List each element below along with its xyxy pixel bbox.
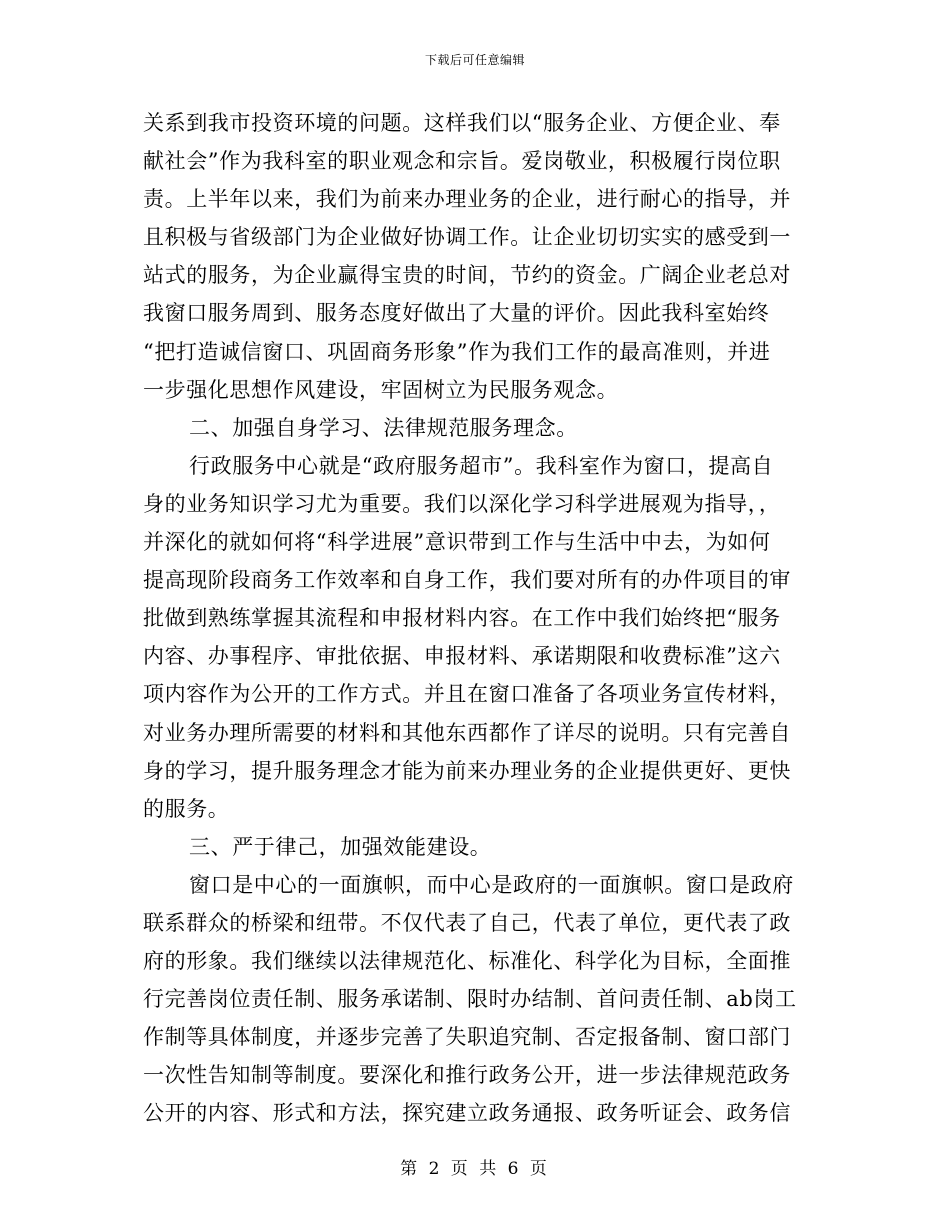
text-line: 内容、办事程序、审批依据、申报材料、承诺期限和收费标准”这六 [143,644,781,669]
text-line: 窗口是中心的一面旗帜，而中心是政府的一面旗帜。窗口是政府 [189,872,794,897]
text-line: 责。上半年以来，我们为前来办理业务的企业，进行耐心的指导，并 [143,187,791,212]
text-line: 联系群众的桥梁和纽带。不仅代表了自己，代表了单位，更代表了政 [143,910,791,935]
document-body [143,104,803,1133]
text-line: 的服务。 [143,796,230,821]
text-line: 项内容作为公开的工作方式。并且在窗口准备了各项业务宣传材料， [143,682,791,707]
text-line: 我窗口服务周到、服务态度好做出了大量的评价。因此我科室始终 [143,301,770,326]
text-line: 献社会”作为我科室的职业观念和宗旨。爱岗敬业，积极履行岗位职 [143,149,781,174]
text-line: 行完善岗位责任制、服务承诺制、限时办结制、首问责任制、ab岗工 [143,987,797,1012]
text-line: 行政服务中心就是“政府服务超市”。我科室作为窗口，提高自 [189,453,774,478]
text-line: 府的形象。我们继续以法律规范化、标准化、科学化为目标，全面推 [143,949,791,974]
text-line: 提高现阶段商务工作效率和自身工作，我们要对所有的办件项目的审 [143,568,791,593]
page-header: 下载后可任意编辑 [424,53,525,67]
text-line: 作制等具体制度，并逐步完善了失职追究制、否定报备制、窗口部门 [143,1025,791,1050]
section-heading: 二、加强自身学习、法律规范服务理念。 [189,415,578,440]
text-line: 公开的内容、形式和方法，探究建立政务通报、政务听证会、政务信 [143,1101,791,1126]
text-line: 站式的服务，为企业赢得宝贵的时间，节约的资金。广阔企业老总对 [143,263,791,288]
text-line: 对业务办理所需要的材料和其他东西都作了详尽的说明。只有完善自 [143,720,791,745]
text-line: 一次性告知制等制度。要深化和推行政务公开，进一步法律规范政务 [143,1063,791,1088]
text-line: 且积极与省级部门为企业做好协调工作。让企业切切实实的感受到一 [143,225,791,250]
section-heading: 三、严于律己，加强效能建设。 [189,834,492,859]
page-number-footer: 第 2 页 共 6 页 [400,1159,550,1179]
text-line: 批做到熟练掌握其流程和申报材料内容。在工作中我们始终把“服务 [143,606,781,631]
text-line: 身的学习，提升服务理念才能为前来办理业务的企业提供更好、更快 [143,758,791,783]
text-line: 一步强化思想作风建设，牢固树立为民服务观念。 [143,377,619,402]
text-line: 并深化的就如何将“科学进展”意识带到工作与生活中中去，为如何 [143,530,771,555]
text-line: “把打造诚信窗口、巩固商务形象”作为我们工作的最高准则，并进 [143,339,771,364]
text-line: 身的业务知识学习尤为重要。我们以深化学习科学进展观为指导，， [143,491,781,516]
text-line: 关系到我市投资环境的问题。这样我们以“服务企业、方便企业、奉 [143,111,781,135]
